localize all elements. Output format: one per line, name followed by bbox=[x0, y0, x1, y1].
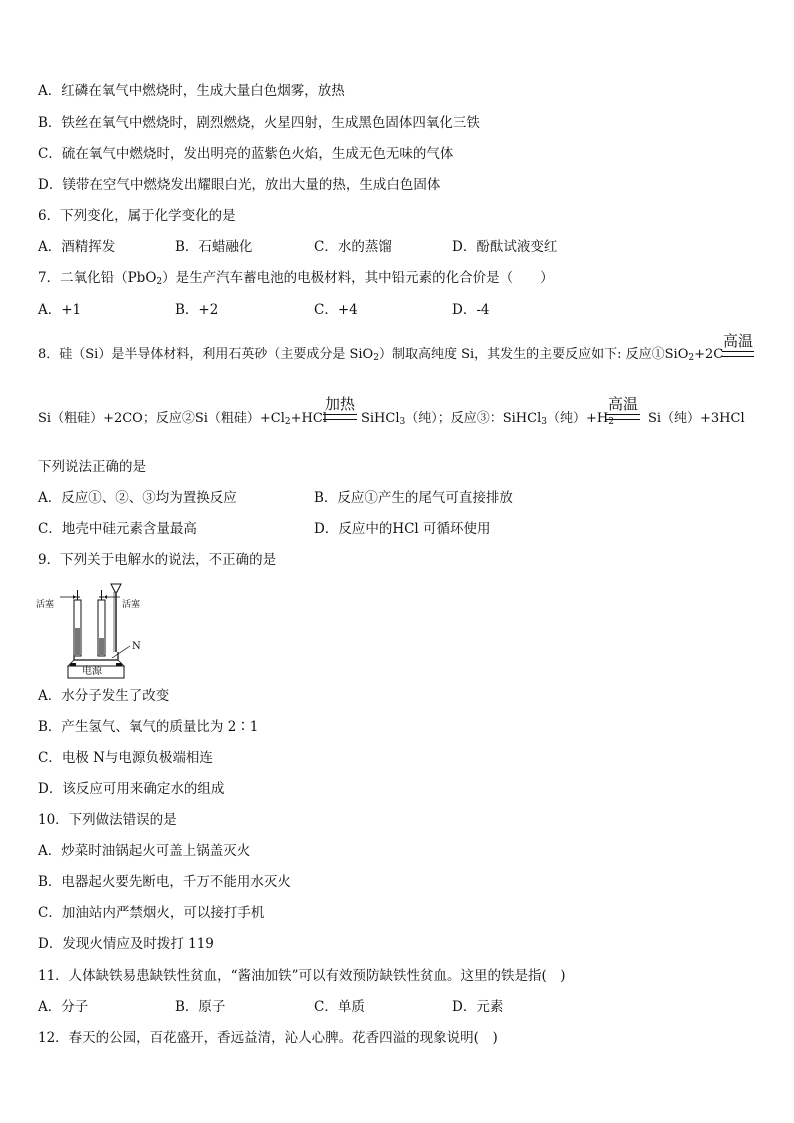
q7-option-b: B．+2 bbox=[175, 302, 219, 318]
q12-stem: 12．春天的公园，百花盛开，香远益清，沁人心脾。花香四溢的现象说明( ) bbox=[38, 1030, 498, 1046]
q10-stem: 10．下列做法错误的是 bbox=[38, 812, 177, 828]
q9-stem: 9．下列关于电解水的说法，不正确的是 bbox=[38, 552, 277, 568]
q11-option-d: D．元素 bbox=[452, 999, 504, 1015]
electrolysis-apparatus-figure bbox=[60, 580, 150, 680]
figure-label-power-source: 电源 bbox=[82, 666, 102, 677]
reaction-condition-3: 高温 bbox=[606, 396, 640, 420]
q7-stem: 7．二氧化铅（PbO$_2$）是生产汽车蓄电池的电极材料，其中铅元素的化合价是（ ） bbox=[38, 270, 554, 287]
q9-option-b: B．产生氢气、氧气的质量比为 2∶1 bbox=[38, 719, 259, 735]
q6-stem: 6．下列变化，属于化学变化的是 bbox=[38, 208, 236, 224]
q11-option-c: C．单质 bbox=[314, 999, 365, 1015]
figure-label-left-stopcock: 活塞 bbox=[36, 600, 55, 610]
q6-option-d: D．酚酞试液变红 bbox=[452, 239, 558, 255]
q11-option-a: A．分子 bbox=[38, 999, 89, 1015]
q5-option-d: D．镁带在空气中燃烧发出耀眼白光，放出大量的热，生成白色固体 bbox=[38, 177, 441, 193]
q5-option-c: C．硫在氧气中燃烧时，发出明亮的蓝紫色火焰，生成无色无味的气体 bbox=[38, 146, 454, 162]
q5-option-a: A．红磷在氧气中燃烧时，生成大量白色烟雾，放热 bbox=[38, 83, 345, 99]
q8-ask: 下列说法正确的是 bbox=[38, 459, 146, 475]
q9-option-c: C．电极 N与电源负极端相连 bbox=[38, 750, 213, 766]
q6-option-a: A．酒精挥发 bbox=[38, 239, 116, 255]
q6-option-b: B．石蜡融化 bbox=[175, 239, 253, 255]
q5-option-b: B．铁丝在氧气中燃烧时，剧烈燃烧，火星四射，生成黑色固体四氧化三铁 bbox=[38, 115, 480, 131]
q8-option-a: A．反应①、②、③均为置换反应 bbox=[38, 490, 237, 506]
q8-option-d: D．反应中的HCl 可循环使用 bbox=[314, 521, 491, 537]
q9-option-a: A．水分子发生了改变 bbox=[38, 688, 170, 704]
q11-option-b: B．原子 bbox=[175, 999, 226, 1015]
q8-stem-line2: Si（粗硅）+2CO；反应②Si（粗硅）$+Cl_2+HCl$ SiHCl$_3$（纯）；反应③：SiHCl$_3$（纯）$+H_2$ Si（纯）+3HCl bbox=[38, 411, 745, 427]
q8-stem-line1: 8．硅（Si）是半导体材料，利用石英砂（主要成分是 SiO$_2$）制取高纯度 Si，其发生的主要反应如下: 反应①SiO$_2$+2C bbox=[38, 347, 724, 363]
q7-option-a: A．+1 bbox=[38, 302, 82, 318]
figure-label-electrode-n: N bbox=[132, 641, 141, 652]
q10-option-b: B．电器起火要先断电，千万不能用水灭火 bbox=[38, 874, 291, 890]
reaction-condition-1: 高温 bbox=[722, 333, 754, 357]
q8-option-c: C．地壳中硅元素含量最高 bbox=[38, 521, 197, 537]
q6-option-c: C．水的蒸馏 bbox=[314, 239, 392, 255]
reaction-condition-2: 加热 bbox=[323, 396, 357, 420]
q10-option-d: D．发现火情应及时拨打 119 bbox=[38, 936, 214, 952]
q8-option-b: B．反应①产生的尾气可直接排放 bbox=[314, 490, 513, 506]
q9-option-d: D．该反应可用来确定水的组成 bbox=[38, 781, 225, 797]
q10-option-a: A．炒菜时油锅起火可盖上锅盖灭火 bbox=[38, 843, 251, 859]
q7-option-d: D．-4 bbox=[452, 302, 490, 318]
q7-option-c: C．+4 bbox=[314, 302, 358, 318]
q11-stem: 11．人体缺铁易患缺铁性贫血，“酱油加铁”可以有效预防缺铁性贫血。这里的铁是指( ) bbox=[38, 968, 566, 984]
figure-label-right-stopcock: 活塞 bbox=[122, 600, 141, 610]
q10-option-c: C．加油站内严禁烟火，可以接打手机 bbox=[38, 905, 265, 921]
